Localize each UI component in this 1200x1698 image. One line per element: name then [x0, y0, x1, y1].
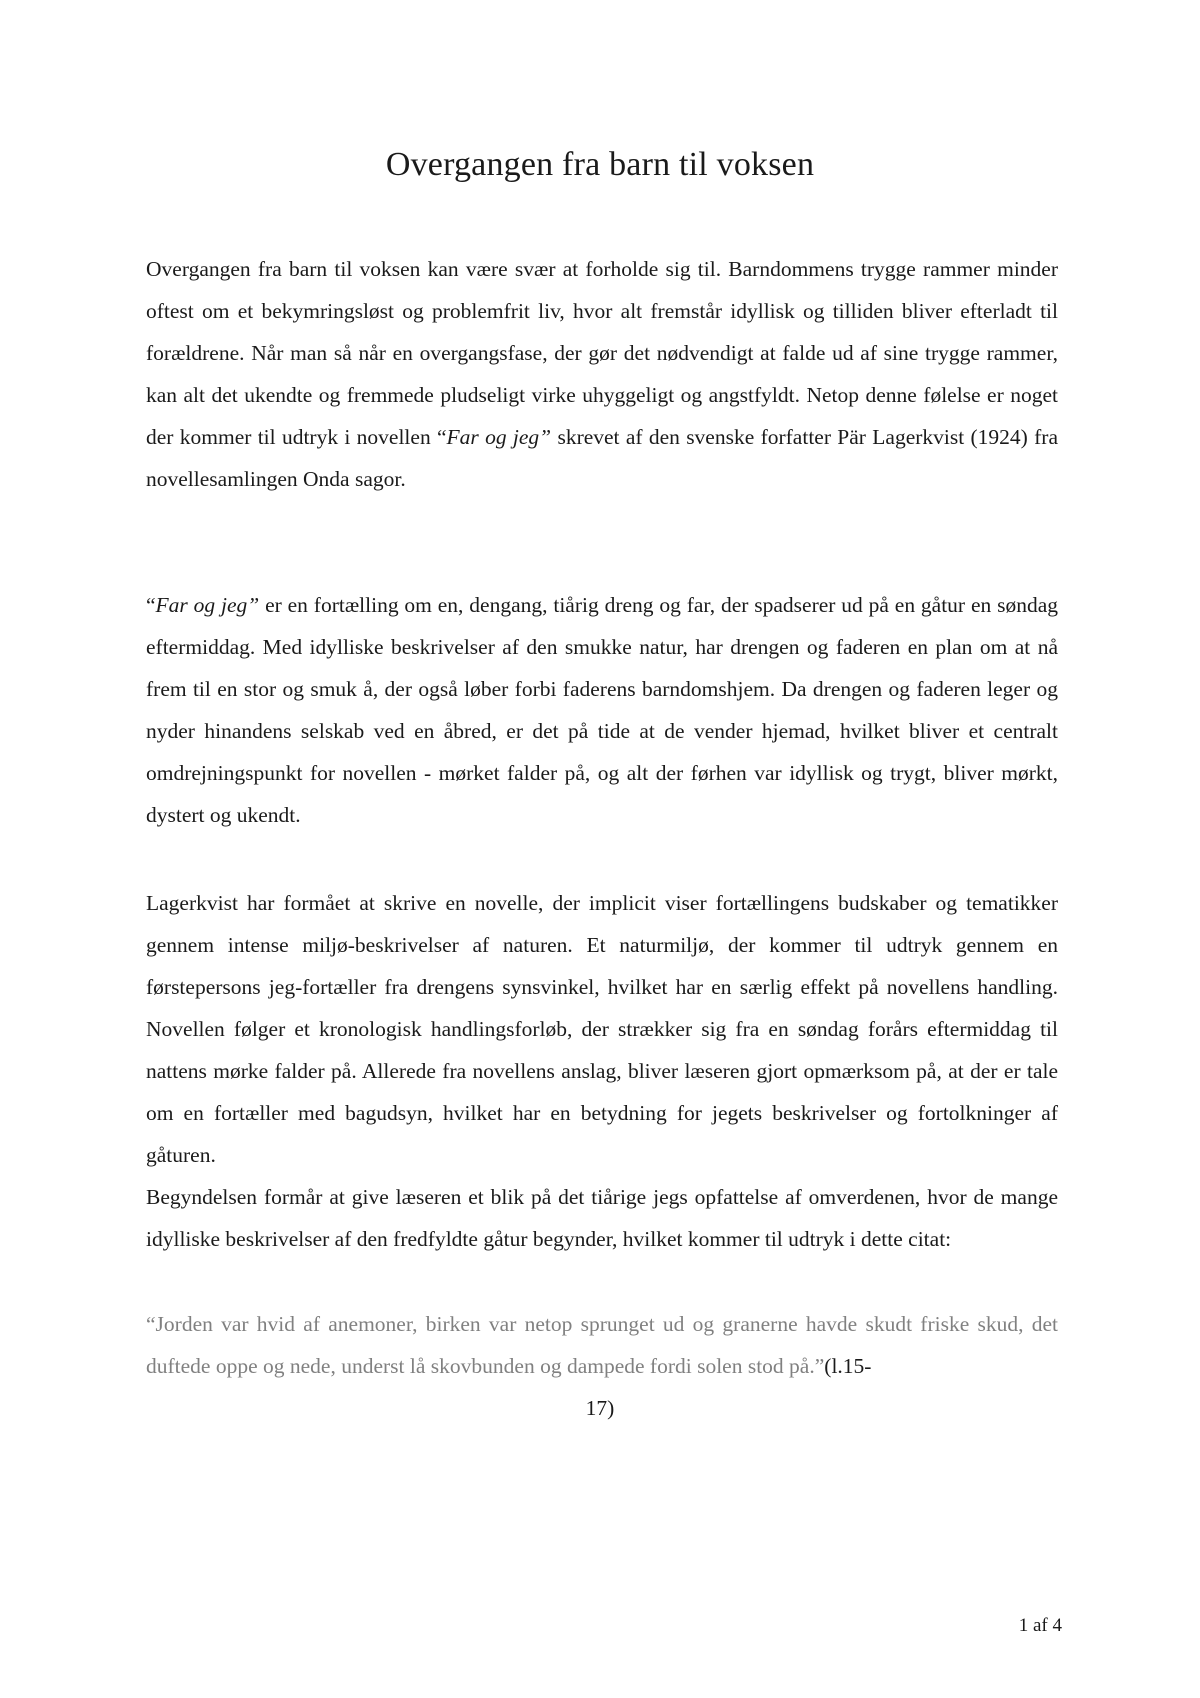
block-quote [146, 1303, 1058, 1387]
paragraph-analysis-continued: Begyndelsen formår at give læseren et blik på det tiårige jegs opfattelse af omverdenen, hvor de mange idylliske beskrivelser af den fredfyldte gåtur begynder, hvilket kommer til udtryk i dette citat: [146, 1185, 1058, 1251]
paragraph-intro [146, 248, 1058, 500]
paragraph-intro-text-b: skrevet af den svenske forfatter Pär Lagerkvist (1924) fra novellesamlingen Onda sagor. [146, 425, 1058, 491]
page-title: Overgangen fra barn til voksen [385, 146, 815, 183]
work-title-reference: Far og jeg” [155, 593, 260, 617]
paragraph-summary-text: er en fortælling om en, dengang, tiårig dreng og far, der spadserer ud på en gåtur en søndag eftermiddag. Med idylliske beskrivelser af den smukke natur, har drengen og faderen en plan om at nå frem til en stor og smuk å, der også løber forbi faderens barndomshjem. Da drengen og faderen leger og nyder hinandens selskab ved en åbred, er det på tide at de vender hjemad, hvilket bliver et centralt omdrejningspunkt for novellen - mørket falder på, og alt der førhen var idyllisk og trygt, bliver mørkt, dystert og ukendt. [146, 593, 1058, 827]
quote-line-ref-end: 17) [585, 1396, 615, 1420]
quote-open-mark: “ [146, 593, 156, 617]
work-title-reference: Far og jeg” [446, 425, 552, 449]
quote-text: “Jorden var hvid af anemoner, birken var netop sprunget ud og granerne havde skudt friske skud, det duftede oppe og nede, underst lå skovbunden og dampede fordi solen stod på.” [146, 1312, 1058, 1378]
page-number: 1 af 4 [1018, 1615, 1062, 1636]
paragraph-analysis [146, 882, 1058, 1260]
paragraph-summary [146, 584, 1058, 836]
paragraph-intro-text-a: Overgangen fra barn til voksen kan være svær at forholde sig til. Barndommens trygge rammer minder oftest om et bekymringsløst og problemfrit liv, hvor alt fremstår idyllisk og tilliden bliver efterladt til forældrene. Når man så når en overgangsfase, der gør det nødvendigt at falde ud af sine trygge rammer, kan alt det ukendte og fremmede pludseligt virke uhyggeligt og angstfyldt. Netop denne følelse er noget der kommer til udtryk i novellen “ [146, 257, 1058, 449]
quote-line-ref-start: (l.15- [824, 1354, 872, 1378]
paragraph-analysis-text: Lagerkvist har formået at skrive en novelle, der implicit viser fortællingens budskaber og tematikker gennem intense miljø-beskrivelser af naturen. Et naturmiljø, der kommer til udtryk gennem en førstepersons jeg-fortæller fra drengens synsvinkel, hvilket har en særlig effekt på novellens handling. Novellen følger et kronologisk handlingsforløb, der strækker sig fra en søndag forårs eftermiddag til nattens mørke falder på. Allerede fra novellens anslag, bliver læseren gjort opmærksom på, at der er tale om en fortæller med bagudsyn, hvilket har en betydning for jegets beskrivelser og fortolkninger af gåturen. [146, 891, 1058, 1167]
